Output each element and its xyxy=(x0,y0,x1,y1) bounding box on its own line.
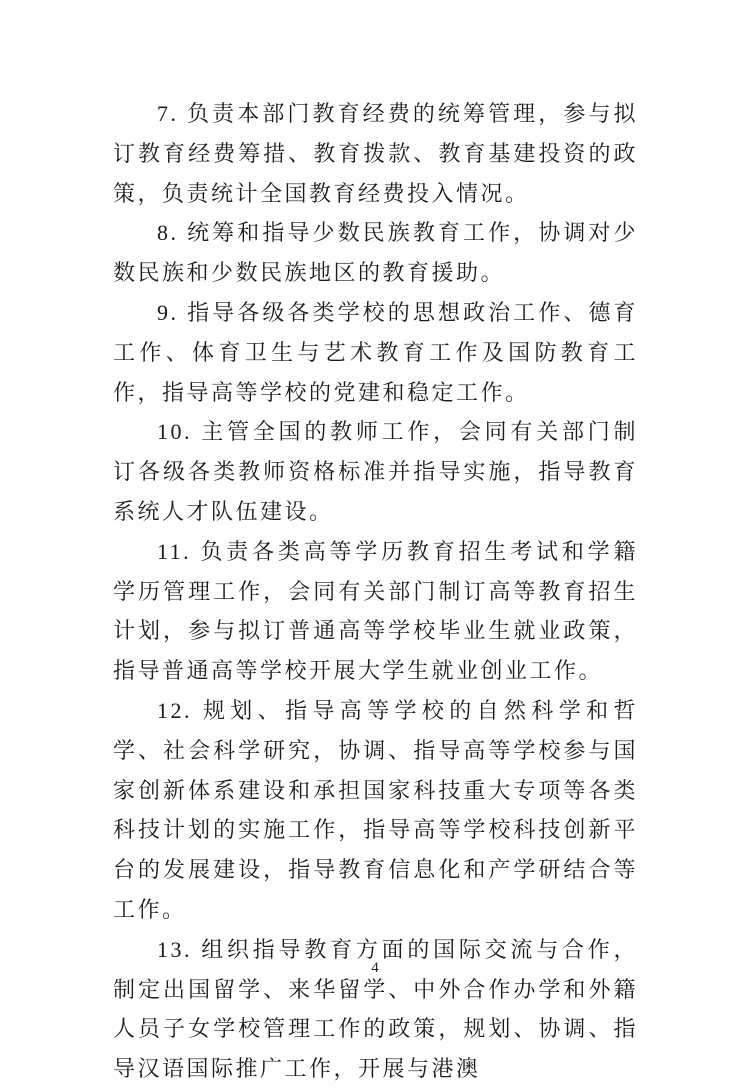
document-body xyxy=(113,94,638,1089)
paragraph-item-9: 9. 指导各级各类学校的思想政治工作、德育工作、体育卫生与艺术教育工作及国防教育工作，指导高等学校的党建和稳定工作。 xyxy=(113,299,638,405)
paragraph-item-7: 7. 负责本部门教育经费的统筹管理，参与拟订教育经费筹措、教育拨款、教育基建投资的政策，负责统计全国教育经费投入情况。 xyxy=(113,101,638,206)
paragraph-item-12: 12. 规划、指导高等学校的自然科学和哲学、社会科学研究，协调、指导高等学校参与国家创新体系建设和承担国家科技重大专项等各类科技计划的实施工作，指导高等学校科技创新平台的发展建设，指导教育信息化和产学研结合等工作。 xyxy=(113,697,638,922)
paragraph-item-11: 11. 负责各类高等学历教育招生考试和学籍学历管理工作，会同有关部门制订高等教育招生计划，参与拟订普通高等学校毕业生就业政策，指导普通高等学校开展大学生就业创业工作。 xyxy=(113,538,638,684)
paragraph-item-13: 13. 组织指导教育方面的国际交流与合作，制定出国留学、来华留学、中外合作办学和外籍人员子女学校管理工作的政策，规划、协调、指导汉语国际推广工作，开展与港澳 xyxy=(113,936,638,1082)
paragraph-item-8: 8. 统筹和指导少数民族教育工作，协调对少数民族和少数民族地区的教育援助。 xyxy=(113,220,638,286)
paragraph-item-10: 10. 主管全国的教师工作，会同有关部门制订各级各类教师资格标准并指导实施，指导教育系统人才队伍建设。 xyxy=(113,419,638,524)
page-number: 4 xyxy=(371,960,379,976)
